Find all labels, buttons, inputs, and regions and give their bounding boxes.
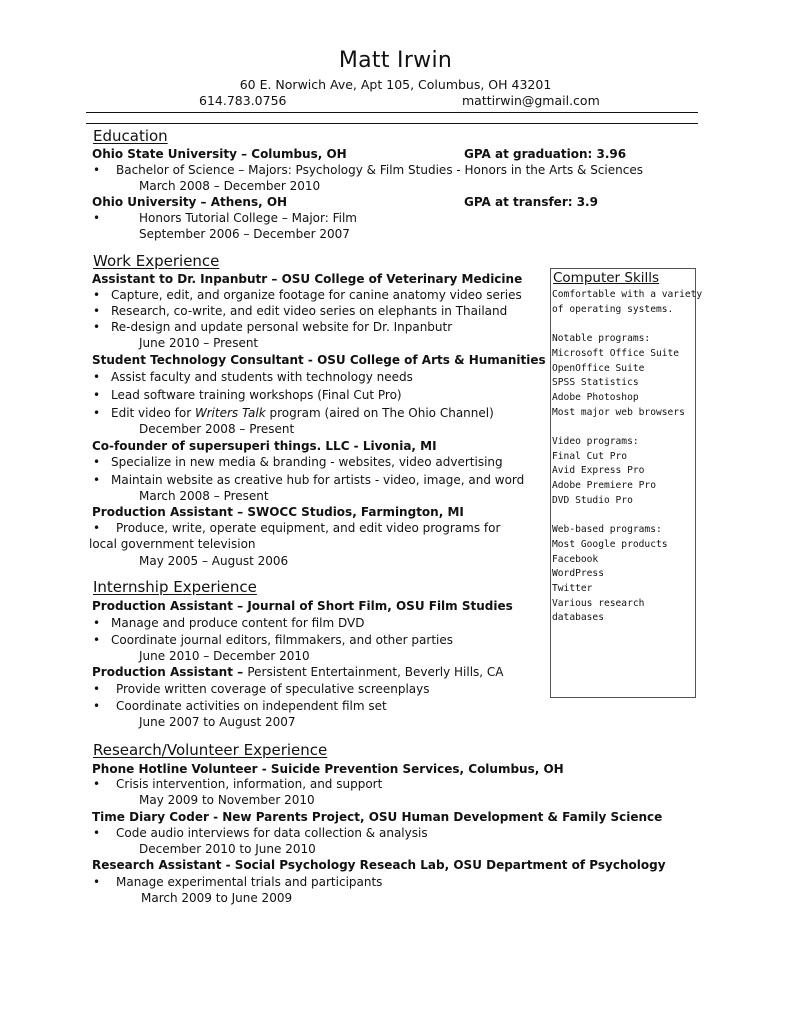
section-title-internship: Internship Experience — [93, 578, 257, 596]
computer-skill-line: Twitter — [552, 583, 593, 594]
bullet: • — [93, 521, 101, 535]
edu-gpa-1: GPA at graduation: 3.96 — [464, 147, 627, 161]
intern-2-dates: June 2007 to August 2007 — [139, 715, 296, 729]
computer-skill-line: of operating systems. — [552, 303, 674, 315]
computer-skill-line: OpenOffice Suite — [552, 362, 645, 374]
computer-skill-line: Most major web browsers — [552, 406, 685, 418]
edu-gpa-2: GPA at transfer: 3.9 — [464, 195, 598, 209]
research-3-bullet-1: Manage experimental trials and participants — [116, 875, 383, 889]
edu-degree-1: Bachelor of Science – Majors: Psychology & Film Studies - Honors in the Arts & Sciences — [116, 163, 643, 177]
intern-2-bullet-1: Provide written coverage of speculative screenplays — [116, 682, 430, 696]
bullet: • — [93, 699, 101, 713]
address: 60 E. Norwich Ave, Apt 105, Columbus, OH 43201 — [239, 77, 552, 92]
computer-skill-line: WordPress — [552, 568, 604, 580]
job-4-bullet-1-cont: local government television — [89, 537, 256, 551]
bullet: • — [93, 288, 101, 302]
intern-1-bullet-2: Coordinate journal editors, filmmakers, and other parties — [111, 633, 453, 647]
bullet: • — [93, 211, 101, 225]
research-3-dates: March 2009 to June 2009 — [141, 891, 293, 905]
computer-skill-line: Video programs: — [552, 436, 639, 447]
computer-skill-line: Notable programs: — [552, 333, 651, 345]
bullet: • — [93, 777, 101, 791]
edu-dates-2: September 2006 – December 2007 — [139, 227, 350, 241]
job-2-bullet-2: Lead software training workshops (Final Cut Pro) — [111, 388, 402, 402]
research-2-dates: December 2010 to June 2010 — [139, 842, 316, 856]
job-4-bullet-1: Produce, write, operate equipment, and edit video programs for — [116, 521, 501, 535]
bullet: • — [93, 163, 101, 177]
research-title-2: Time Diary Coder - New Parents Project, OSU Human Development & Family Science — [92, 810, 663, 824]
computer-skill-line: Final Cut Pro — [552, 450, 628, 462]
computer-skills-box — [550, 268, 703, 698]
computer-skill-line: Adobe Photoshop — [552, 391, 639, 403]
intern-1-dates: June 2010 – December 2010 — [139, 649, 310, 663]
intern-title-2: Production Assistant – Persistent Entertainment, Beverly Hills, CA — [92, 665, 504, 679]
section-title-work: Work Experience — [93, 252, 220, 270]
job-2-bullet-3: Edit video for Writers Talk program (aired on The Ohio Channel) — [111, 406, 494, 420]
computer-skill-line: Various research — [552, 597, 645, 609]
section-title-education: Education — [93, 127, 168, 145]
computer-skill-line: Facebook — [552, 553, 599, 565]
job-title-3: Co-founder of supersuperi things. LLC - Livonia, MI — [92, 439, 437, 453]
research-title-1: Phone Hotline Volunteer - Suicide Prevention Services, Columbus, OH — [92, 762, 564, 776]
bullet: • — [93, 370, 101, 384]
bullet: • — [93, 455, 101, 469]
bullet: • — [93, 473, 101, 487]
bullet: • — [93, 616, 101, 630]
computer-skill-line: Web-based programs: — [552, 524, 662, 536]
job-2-dates: December 2008 – Present — [139, 422, 295, 436]
resume-name: Matt Irwin — [338, 48, 453, 73]
intern-title-1: Production Assistant – Journal of Short Film, OSU Film Studies — [92, 599, 513, 613]
computer-skill-line: Adobe Premiere Pro — [552, 480, 656, 492]
bullet: • — [93, 826, 101, 840]
job-3-bullet-1: Specialize in new media & branding - websites, video advertising — [111, 455, 503, 469]
job-title-1: Assistant to Dr. Inpanbutr – OSU College of Veterinary Medicine — [92, 272, 523, 286]
email: mattirwin@gmail.com — [462, 93, 600, 108]
edu-dates-1: March 2008 – December 2010 — [139, 179, 321, 193]
job-1-dates: June 2010 – Present — [139, 336, 259, 350]
computer-skill-line: Comfortable with a variety — [552, 289, 703, 300]
job-title-2: Student Technology Consultant - OSU College of Arts & Humanities — [92, 353, 546, 367]
job-3-bullet-2: Maintain website as creative hub for artists - video, image, and word — [111, 473, 525, 487]
computer-skill-line: Microsoft Office Suite — [552, 347, 680, 359]
research-title-3: Research Assistant - Social Psychology Reseach Lab, OSU Department of Psychology — [92, 858, 666, 872]
computer-skill-line: SPSS Statistics — [552, 377, 639, 389]
edu-school-1: Ohio State University – Columbus, OH — [92, 147, 347, 161]
header-rule-top — [86, 112, 698, 113]
research-1-dates: May 2009 to November 2010 — [139, 793, 315, 807]
bullet: • — [93, 875, 101, 889]
computer-skills-title: Computer Skills — [553, 270, 660, 286]
bullet: • — [93, 388, 101, 402]
phone: 614.783.0756 — [199, 93, 287, 108]
job-1-bullet-3: Re-design and update personal website for Dr. Inpanbutr — [111, 320, 453, 334]
research-2-bullet-1: Code audio interviews for data collection & analysis — [116, 826, 428, 840]
job-3-dates: March 2008 – Present — [139, 489, 269, 503]
intern-2-bullet-2: Coordinate activities on independent film set — [116, 699, 387, 713]
intern-1-bullet-1: Manage and produce content for film DVD — [111, 616, 365, 630]
bullet: • — [93, 320, 101, 334]
job-4-dates: May 2005 – August 2006 — [139, 554, 289, 568]
computer-skill-line: DVD Studio Pro — [552, 494, 633, 506]
job-2-bullet-1: Assist faculty and students with technology needs — [111, 370, 413, 384]
job-title-4: Production Assistant – SWOCC Studios, Farmington, MI — [92, 505, 464, 519]
computer-skill-line: Most Google products — [552, 538, 668, 550]
job-1-bullet-1: Capture, edit, and organize footage for canine anatomy video series — [111, 288, 522, 302]
section-title-research: Research/Volunteer Experience — [93, 741, 328, 759]
bullet: • — [93, 406, 101, 420]
computer-skill-line: databases — [552, 612, 604, 624]
bullet: • — [93, 682, 101, 696]
edu-degree-2: Honors Tutorial College – Major: Film — [139, 211, 357, 225]
job-1-bullet-2: Research, co-write, and edit video series on elephants in Thailand — [111, 304, 508, 318]
research-1-bullet-1: Crisis intervention, information, and support — [116, 777, 383, 791]
edu-school-2: Ohio University – Athens, OH — [92, 195, 288, 209]
bullet: • — [93, 304, 101, 318]
computer-skill-line: Avid Express Pro — [552, 465, 645, 477]
bullet: • — [93, 633, 101, 647]
header-rule-bottom — [86, 123, 698, 124]
